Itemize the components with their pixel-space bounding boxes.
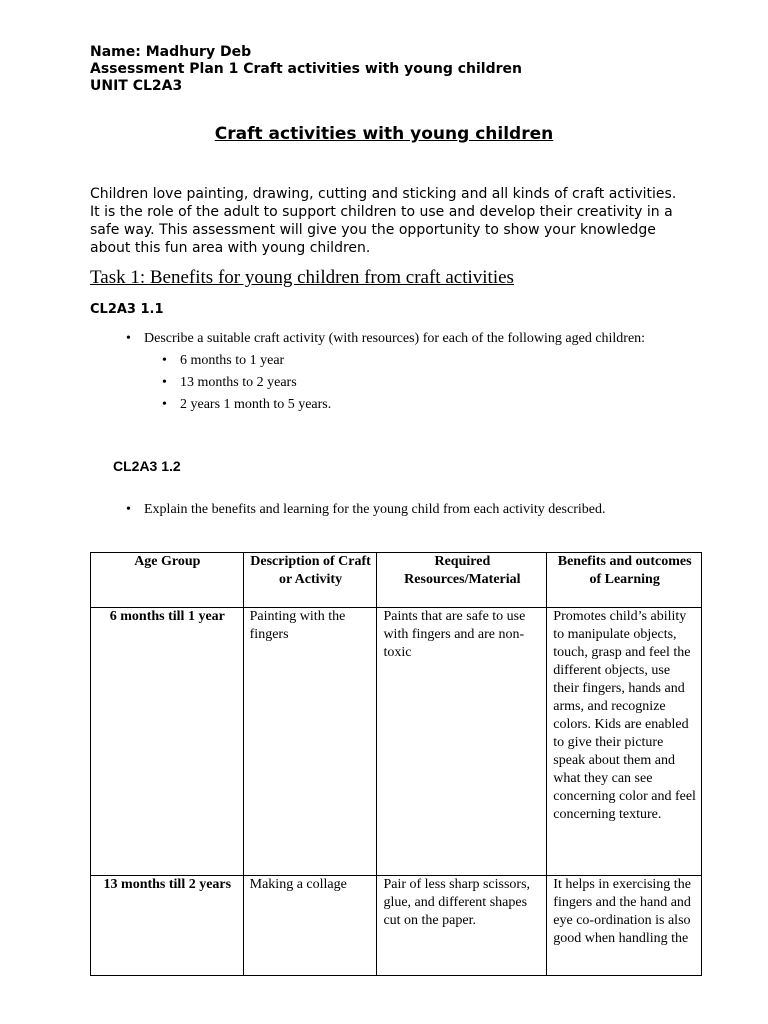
student-name: Name: Madhury Deb	[90, 44, 252, 60]
task-heading: Task 1: Benefits for young children from craft activities	[90, 267, 514, 288]
bullet-explain-benefits: • Explain the benefits and learning for the young child from each activity described.	[126, 501, 726, 519]
cell-age: 13 months till 2 years	[91, 876, 244, 976]
intro-paragraph: Children love painting, drawing, cutting and sticking and all kinds of craft activities. It is the role of the adult to support children to use and develop their creativity in a safe way. This assessment will give you the opportunity to show your knowledge about this fun area with young children.	[90, 186, 677, 256]
header-benefits: Benefits and outcomes of Learning	[547, 553, 702, 608]
cell-benefits: Promotes child’s ability to manipulate objects, touch, grasp and feel the different objects, use their fingers, hands and arms, and recognize colors. Kids are enabled to give their picture speak about them and what they can see concerning color and feel concerning texture.	[547, 608, 702, 876]
document-title: Craft activities with young children	[214, 124, 554, 144]
cell-benefits: It helps in exercising the fingers and the hand and eye co-ordination is also good when handling the	[547, 876, 702, 976]
age-item: • 13 months to 2 years	[162, 374, 666, 392]
table-header-row	[91, 553, 702, 608]
task-bullets-2	[126, 501, 726, 519]
table-row	[91, 608, 702, 876]
unit-code: UNIT CL2A3	[90, 78, 183, 94]
age-item: • 2 years 1 month to 5 years.	[162, 396, 666, 414]
cell-age: 6 months till 1 year	[91, 608, 244, 876]
age-item: • 6 months to 1 year	[162, 352, 666, 370]
cell-activity: Painting with the fingers	[243, 608, 377, 876]
header-resources: Required Resources/Material	[377, 553, 547, 608]
activities-table	[90, 552, 702, 976]
header-age-group: Age Group	[91, 553, 244, 608]
criteria-code-1: CL2A3 1.1	[90, 302, 164, 317]
assessment-plan: Assessment Plan 1 Craft activities with young children	[90, 61, 522, 77]
cell-activity: Making a collage	[243, 876, 377, 976]
bullet-describe-activity: • Describe a suitable craft activity (with resources) for each of the following aged children:	[126, 330, 666, 348]
criteria-code-2: CL2A3 1.2	[113, 458, 181, 474]
table-row	[91, 876, 702, 976]
header-description: Description of Craft or Activity	[243, 553, 377, 608]
cell-resources: Paints that are safe to use with fingers and are non-toxic	[377, 608, 547, 876]
document-header	[90, 44, 522, 95]
age-list	[162, 352, 666, 414]
task-bullets-1	[126, 330, 666, 418]
cell-resources: Pair of less sharp scissors, glue, and different shapes cut on the paper.	[377, 876, 547, 976]
